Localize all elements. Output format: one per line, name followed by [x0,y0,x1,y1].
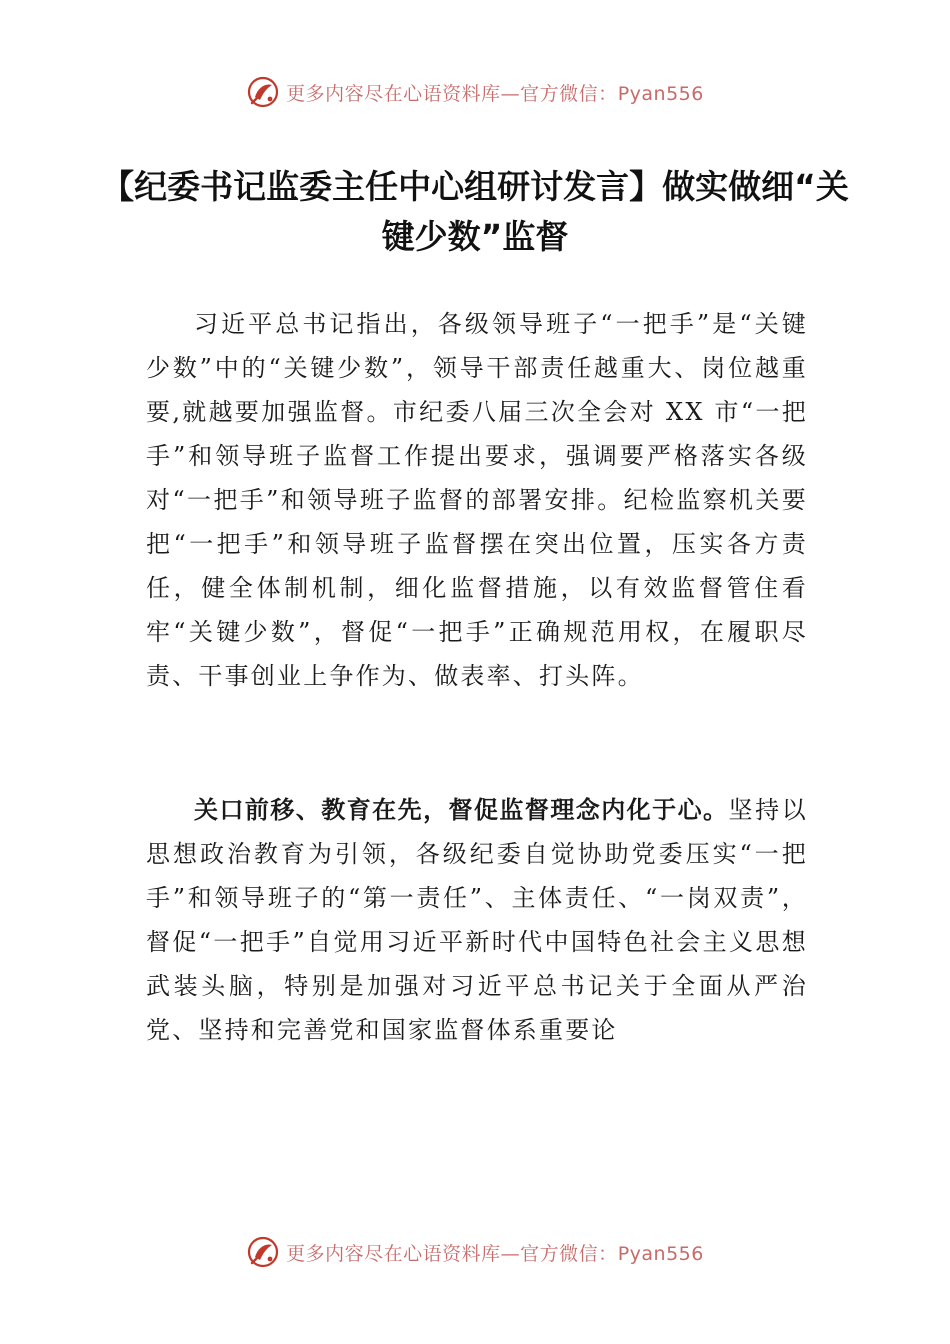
brand-logo-icon [246,75,280,109]
paragraph-2 [146,788,808,1052]
paragraph-2-text: 坚持以思想政治教育为引领，各级纪委自觉协助党委压实“一把手”和领导班子的“第一责任”、主体责任、“一岗双责”，督促“一把手”自觉用习近平新时代中国特色社会主义思想武装头脑，特别是加强对习近平总书记关于全面从严治党、坚持和完善党和国家监督体系重要论 [146,796,809,1044]
header-brand-text: 更多内容尽在心语资料库 [286,82,501,105]
footer-wechat-id: Pyan556 [617,1242,704,1265]
paragraph-2-lead: 关口前移、教育在先，督促监督理念内化于心。 [194,796,729,824]
paragraph-2-body [146,788,808,1052]
header-banner-text [286,79,704,106]
brand-logo-icon [246,1235,280,1269]
document-title: 【纪委书记监委主任中心组研讨发言】做实做细“关键少数”监督 [101,167,849,256]
header-separator: — [500,82,521,105]
paragraph-1-text: 习近平总书记指出，各级领导班子“一把手”是“关键少数”中的“关键少数”，领导干部责任越重大、岗位越重要,就越要加强监督。市纪委八届三次全会对 XX 市“一把手”和领导班子监督工作提出要求，强调要严格落实各级对“一把手”和领导班子监督的部署安排。纪检监察机关要把“一把手”和领导班子监督摆在突出位置，压实各方责任，健全体制机制，细化监督措施，以有效监督管住看牢“关键少数”，督促“一把手”正确规范用权，在履职尽责、干事创业上争作为、做表率、打头阵。 [146,310,808,690]
footer-banner [0,1230,950,1274]
footer-wechat-label: 官方微信： [520,1242,618,1265]
footer-banner-text [286,1239,704,1266]
header-wechat-id: Pyan556 [617,82,704,105]
footer-separator: — [500,1242,521,1265]
header-banner [0,70,950,114]
paragraph-1 [146,302,808,698]
header-wechat-label: 官方微信： [520,82,618,105]
footer-brand-text: 更多内容尽在心语资料库 [286,1242,501,1265]
